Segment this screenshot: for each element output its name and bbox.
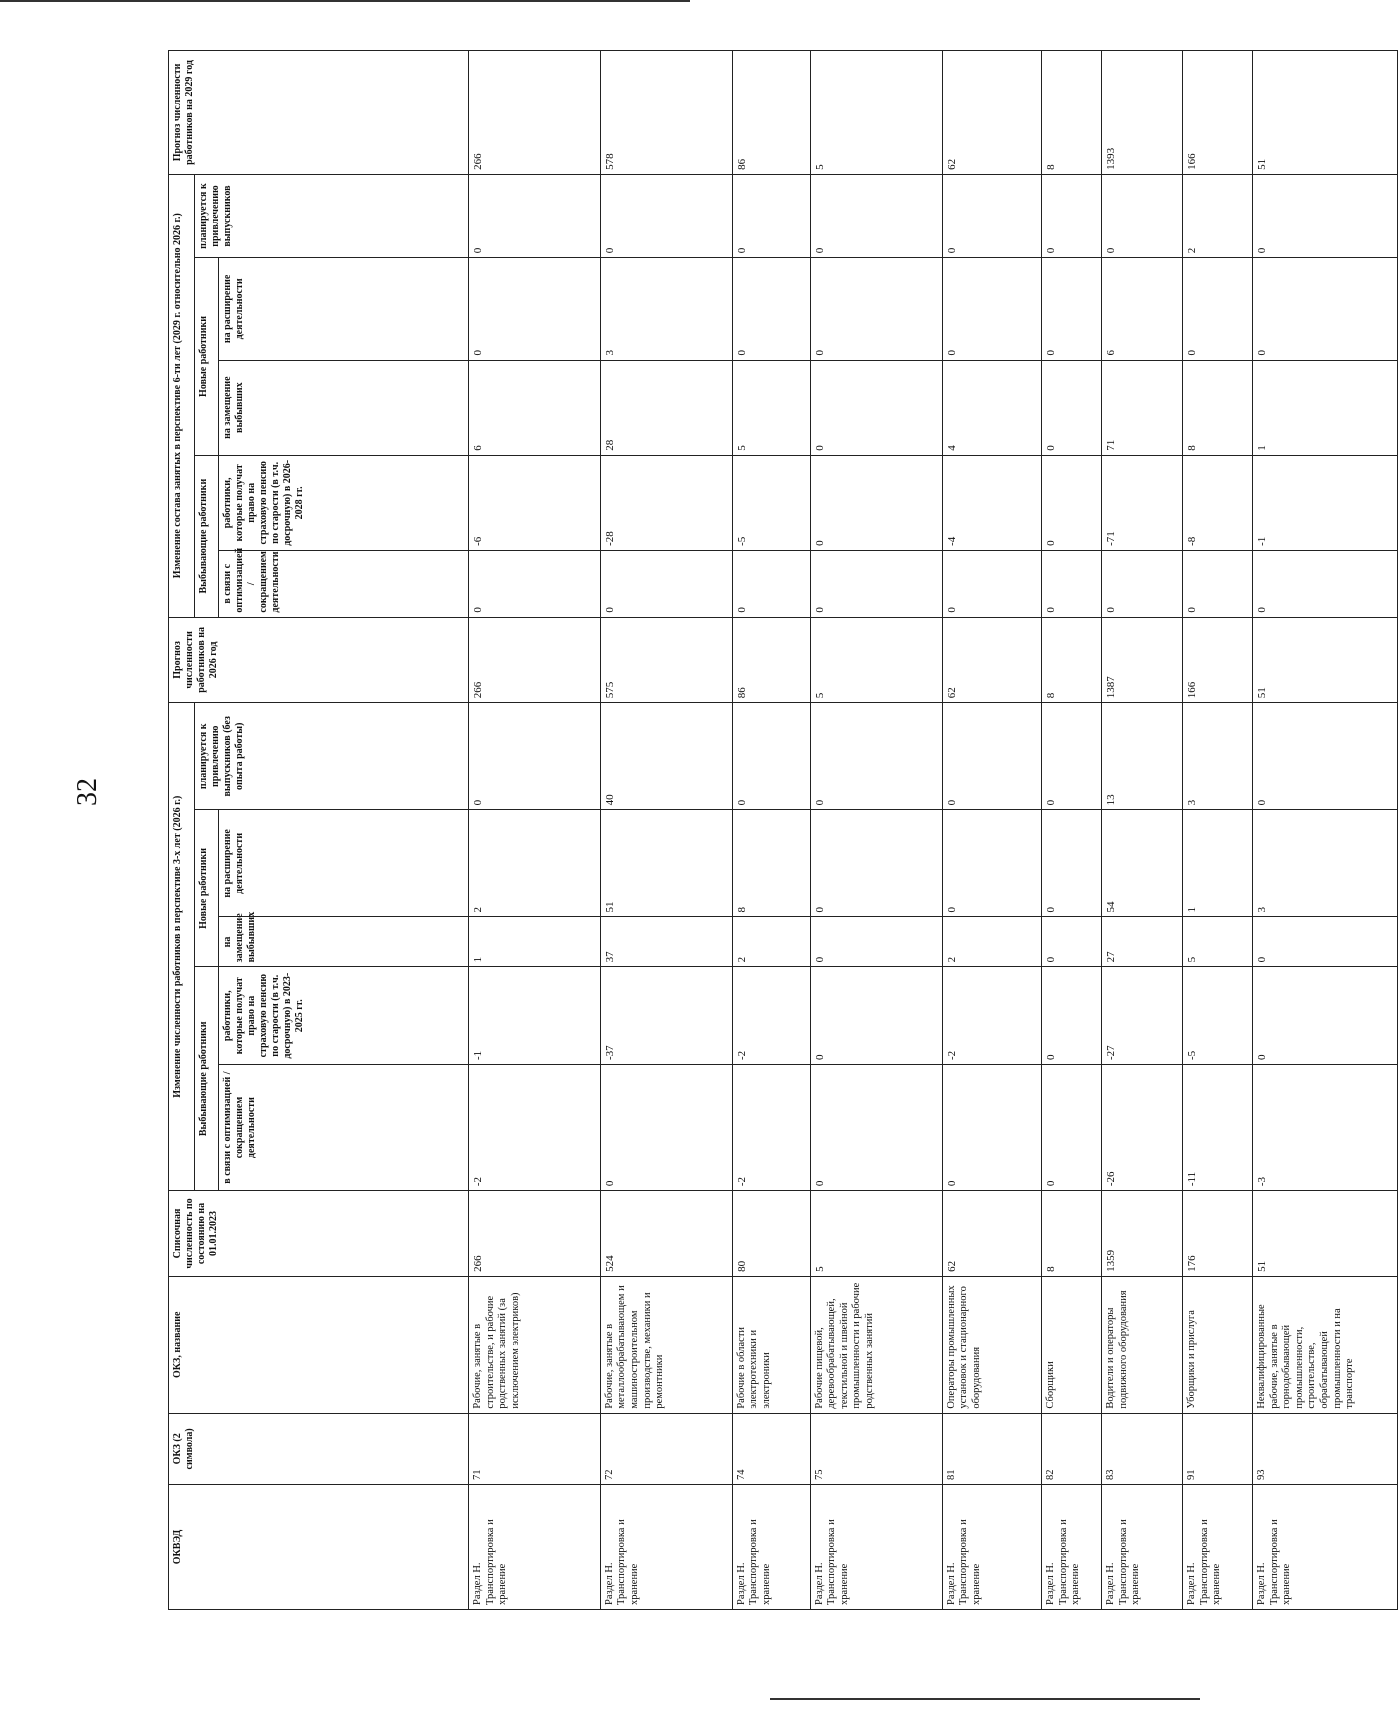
cell-leaving-opt-3y: 0 [600, 1065, 732, 1191]
cell-forecast-2029: 86 [732, 51, 810, 175]
cell-new-replace-3y: 37 [600, 917, 732, 967]
cell-graduates-6y: 0 [810, 174, 942, 257]
cell-okved: Раздел H. Транспортировка и хранение [942, 1485, 1042, 1610]
header-leaving-pension-3y: работники, которые получат право на страховую пенсию по старости (в т.ч. досрочную) в 2023-2025 гг. [219, 967, 469, 1065]
cell-new-expand-3y: 3 [1252, 810, 1397, 917]
table-row [810, 51, 942, 1610]
cell-leaving-opt-6y: 0 [732, 550, 810, 617]
cell-okved: Раздел H. Транспортировка и хранение [1252, 1485, 1397, 1610]
cell-okz-name: Операторы промышленных установок и стационарного оборудования [942, 1276, 1042, 1413]
cell-graduates-3y: 0 [469, 703, 601, 810]
cell-leaving-opt-6y: 0 [1183, 550, 1253, 617]
cell-leaving-opt-3y: -3 [1252, 1065, 1397, 1191]
cell-okz-name: Неквалифицированные рабочие, занятые в горнодобывающей промышленности, строительстве, обрабатывающей промышленности и на транспорте [1252, 1276, 1397, 1413]
header-leaving-pension-6y: работники, которые получат право на страховую пенсию по старости (в т.ч. досрочную) в 2026-2028 гг. [219, 455, 469, 550]
cell-headcount-2023: 524 [600, 1191, 732, 1277]
cell-leaving-opt-3y: -11 [1183, 1065, 1253, 1191]
cell-leaving-opt-3y: -2 [469, 1065, 601, 1191]
cell-forecast-2026: 86 [732, 617, 810, 703]
cell-leaving-opt-3y: 0 [1042, 1065, 1102, 1191]
cell-okved: Раздел H. Транспортировка и хранение [469, 1485, 601, 1610]
header-forecast-2026: Прогноз численности работников на 2026 год [169, 617, 469, 703]
cell-graduates-3y: 0 [1252, 703, 1397, 810]
cell-okz-name: Рабочие, занятые в строительстве, и рабочие родственных занятий (за исключением электриков) [469, 1276, 601, 1413]
cell-new-expand-3y: 1 [1183, 810, 1253, 917]
cell-forecast-2029: 51 [1252, 51, 1397, 175]
cell-leaving-pension-3y: -27 [1102, 967, 1183, 1065]
cell-new-expand-6y: 0 [732, 258, 810, 360]
header-leaving-opt-3y: в связи с оптимизацией / сокращением деятельности [219, 1065, 469, 1191]
cell-headcount-2023: 1359 [1102, 1191, 1183, 1277]
cell-forecast-2026: 1387 [1102, 617, 1183, 703]
header-headcount-2023: Списочная численность по состоянию на 01.01.2023 [169, 1191, 469, 1277]
cell-new-expand-6y: 0 [469, 258, 601, 360]
cell-graduates-3y: 40 [600, 703, 732, 810]
cell-okz-code: 82 [1042, 1413, 1102, 1484]
cell-new-replace-6y: 0 [810, 360, 942, 455]
cell-graduates-3y: 0 [810, 703, 942, 810]
cell-leaving-pension-3y: -5 [1183, 967, 1253, 1065]
cell-new-replace-6y: 5 [732, 360, 810, 455]
cell-okz-code: 74 [732, 1413, 810, 1484]
cell-leaving-pension-6y: -71 [1102, 455, 1183, 550]
cell-leaving-opt-6y: 0 [469, 550, 601, 617]
cell-leaving-pension-6y: 0 [810, 455, 942, 550]
cell-new-replace-3y: 0 [1042, 917, 1102, 967]
cell-new-expand-6y: 0 [1252, 258, 1397, 360]
cell-graduates-6y: 0 [732, 174, 810, 257]
cell-okz-code: 91 [1183, 1413, 1253, 1484]
cell-forecast-2026: 266 [469, 617, 601, 703]
cell-okved: Раздел H. Транспортировка и хранение [1102, 1485, 1183, 1610]
cell-leaving-opt-3y: 0 [810, 1065, 942, 1191]
cell-graduates-6y: 0 [469, 174, 601, 257]
cell-leaving-pension-3y: -2 [732, 967, 810, 1065]
cell-forecast-2026: 575 [600, 617, 732, 703]
cell-leaving-pension-6y: -5 [732, 455, 810, 550]
cell-okz-code: 72 [600, 1413, 732, 1484]
table-row [732, 51, 810, 1610]
cell-okz-code: 93 [1252, 1413, 1397, 1484]
cell-headcount-2023: 266 [469, 1191, 601, 1277]
cell-forecast-2029: 5 [810, 51, 942, 175]
cell-leaving-opt-6y: 0 [1042, 550, 1102, 617]
header-graduates-3y: планируется к привлечению выпускников (без опыта работы) [195, 703, 469, 810]
cell-new-replace-3y: 27 [1102, 917, 1183, 967]
cell-new-expand-3y: 0 [1042, 810, 1102, 917]
cell-new-expand-3y: 51 [600, 810, 732, 917]
header-okz-code: ОКЗ (2 символа) [169, 1413, 469, 1484]
cell-new-replace-3y: 1 [469, 917, 601, 967]
cell-leaving-opt-6y: 0 [600, 550, 732, 617]
cell-leaving-opt-6y: 0 [1252, 550, 1397, 617]
cell-okz-code: 71 [469, 1413, 601, 1484]
cell-graduates-6y: 0 [1252, 174, 1397, 257]
cell-graduates-3y: 0 [732, 703, 810, 810]
cell-forecast-2026: 166 [1183, 617, 1253, 703]
cell-okz-code: 75 [810, 1413, 942, 1484]
cell-leaving-opt-6y: 0 [942, 550, 1042, 617]
cell-leaving-pension-6y: -28 [600, 455, 732, 550]
header-change-6y: Изменение состава занятых в перспективе 6-ти лет (2029 г. относительно 2026 г.) [169, 174, 195, 617]
table-row [1042, 51, 1102, 1610]
cell-graduates-3y: 0 [1042, 703, 1102, 810]
cell-leaving-pension-3y: -1 [469, 967, 601, 1065]
cell-okz-name: Рабочие пищевой, деревообрабатывающей, текстильной и швейной промышленности и рабочие родственных занятий [810, 1276, 942, 1413]
cell-graduates-6y: 0 [1102, 174, 1183, 257]
cell-okved: Раздел H. Транспортировка и хранение [1183, 1485, 1253, 1610]
cell-new-expand-6y: 0 [810, 258, 942, 360]
cell-forecast-2029: 8 [1042, 51, 1102, 175]
cell-new-replace-6y: 1 [1252, 360, 1397, 455]
header-change-3y: Изменение численности работников в перспективе 3-х лет (2026 г.) [169, 703, 195, 1191]
cell-forecast-2029: 1393 [1102, 51, 1183, 175]
cell-okz-name: Сборщики [1042, 1276, 1102, 1413]
cell-new-replace-3y: 5 [1183, 917, 1253, 967]
header-leaving-3y: Выбывающие работники [195, 967, 219, 1191]
cell-leaving-pension-6y: -6 [469, 455, 601, 550]
cell-leaving-opt-6y: 0 [1102, 550, 1183, 617]
cell-new-expand-3y: 2 [469, 810, 601, 917]
cell-headcount-2023: 5 [810, 1191, 942, 1277]
cell-forecast-2026: 8 [1042, 617, 1102, 703]
cell-okz-name: Рабочие в области электротехники и электроники [732, 1276, 810, 1413]
header-forecast-2029: Прогноз численности работников на 2029 год [169, 51, 469, 175]
header-leaving-opt-6y: в связи с оптимизацией / сокращением деятельности [219, 550, 469, 617]
cell-okved: Раздел H. Транспортировка и хранение [810, 1485, 942, 1610]
cell-graduates-6y: 0 [600, 174, 732, 257]
cell-new-replace-3y: 0 [810, 917, 942, 967]
cell-new-replace-6y: 71 [1102, 360, 1183, 455]
cell-forecast-2026: 5 [810, 617, 942, 703]
cell-okz-name: Уборщики и прислуга [1183, 1276, 1253, 1413]
table-row [942, 51, 1042, 1610]
top-rule [0, 0, 690, 2]
header-okved: ОКВЭД [169, 1485, 469, 1610]
cell-leaving-pension-6y: -1 [1252, 455, 1397, 550]
header-new-expand-6y: на расширение деятельности [219, 258, 469, 360]
cell-new-expand-3y: 0 [810, 810, 942, 917]
cell-leaving-pension-3y: 0 [1252, 967, 1397, 1065]
cell-new-replace-6y: 4 [942, 360, 1042, 455]
cell-leaving-pension-3y: -2 [942, 967, 1042, 1065]
cell-forecast-2026: 62 [942, 617, 1042, 703]
table-row [1183, 51, 1253, 1610]
cell-graduates-6y: 0 [1042, 174, 1102, 257]
cell-forecast-2029: 62 [942, 51, 1042, 175]
cell-leaving-pension-6y: -4 [942, 455, 1042, 550]
cell-new-expand-6y: 3 [600, 258, 732, 360]
cell-leaving-pension-3y: -37 [600, 967, 732, 1065]
table-row [600, 51, 732, 1610]
cell-leaving-opt-6y: 0 [810, 550, 942, 617]
header-new-replace-3y: на замещение выбывших [219, 917, 469, 967]
cell-okved: Раздел H. Транспортировка и хранение [1042, 1485, 1102, 1610]
cell-headcount-2023: 51 [1252, 1191, 1397, 1277]
cell-graduates-3y: 0 [942, 703, 1042, 810]
cell-leaving-pension-6y: 0 [1042, 455, 1102, 550]
cell-new-replace-3y: 2 [942, 917, 1042, 967]
cell-leaving-opt-3y: 0 [942, 1065, 1042, 1191]
cell-new-expand-6y: 0 [1042, 258, 1102, 360]
cell-new-replace-6y: 0 [1042, 360, 1102, 455]
cell-graduates-6y: 0 [942, 174, 1042, 257]
cell-okz-name: Водители и операторы подвижного оборудования [1102, 1276, 1183, 1413]
cell-new-replace-6y: 28 [600, 360, 732, 455]
cell-new-replace-3y: 2 [732, 917, 810, 967]
cell-forecast-2029: 266 [469, 51, 601, 175]
cell-forecast-2029: 578 [600, 51, 732, 175]
header-new-replace-6y: на замещение выбывших [219, 360, 469, 455]
cell-new-expand-6y: 0 [942, 258, 1042, 360]
cell-graduates-3y: 13 [1102, 703, 1183, 810]
cell-graduates-3y: 3 [1183, 703, 1253, 810]
cell-new-expand-3y: 54 [1102, 810, 1183, 917]
cell-okved: Раздел H. Транспортировка и хранение [732, 1485, 810, 1610]
table-row [469, 51, 601, 1610]
cell-forecast-2026: 51 [1252, 617, 1397, 703]
header-new-3y: Новые работники [195, 810, 219, 967]
cell-leaving-pension-6y: -8 [1183, 455, 1253, 550]
cell-leaving-pension-3y: 0 [1042, 967, 1102, 1065]
page-number: 32 [72, 778, 103, 806]
cell-new-replace-6y: 8 [1183, 360, 1253, 455]
cell-okz-code: 81 [942, 1413, 1042, 1484]
cell-new-expand-3y: 0 [942, 810, 1042, 917]
cell-leaving-pension-3y: 0 [810, 967, 942, 1065]
cell-new-replace-3y: 0 [1252, 917, 1397, 967]
header-new-6y: Новые работники [195, 258, 219, 456]
table-row [1102, 51, 1183, 1610]
cell-new-expand-6y: 6 [1102, 258, 1183, 360]
cell-headcount-2023: 80 [732, 1191, 810, 1277]
cell-new-replace-6y: 6 [469, 360, 601, 455]
bottom-rule [770, 1698, 1200, 1700]
cell-headcount-2023: 176 [1183, 1191, 1253, 1277]
rotated-table-container [168, 50, 1398, 1610]
header-new-expand-3y: на расширение деятельности [219, 810, 469, 917]
cell-headcount-2023: 62 [942, 1191, 1042, 1277]
cell-forecast-2029: 166 [1183, 51, 1253, 175]
cell-okz-code: 83 [1102, 1413, 1183, 1484]
header-graduates-6y: планируется к привлечению выпускников [195, 174, 469, 257]
workforce-forecast-table [168, 50, 1398, 1610]
table-row [1252, 51, 1397, 1610]
cell-new-expand-3y: 8 [732, 810, 810, 917]
header-okz-name: ОКЗ, название [169, 1276, 469, 1413]
cell-leaving-opt-3y: -2 [732, 1065, 810, 1191]
cell-new-expand-6y: 0 [1183, 258, 1253, 360]
cell-okz-name: Рабочие, занятые в металлообрабатывающем и машиностроительном производстве, механики и ремонтники [600, 1276, 732, 1413]
cell-leaving-opt-3y: -26 [1102, 1065, 1183, 1191]
cell-graduates-6y: 2 [1183, 174, 1253, 257]
header-leaving-6y: Выбывающие работники [195, 455, 219, 617]
cell-headcount-2023: 8 [1042, 1191, 1102, 1277]
cell-okved: Раздел H. Транспортировка и хранение [600, 1485, 732, 1610]
